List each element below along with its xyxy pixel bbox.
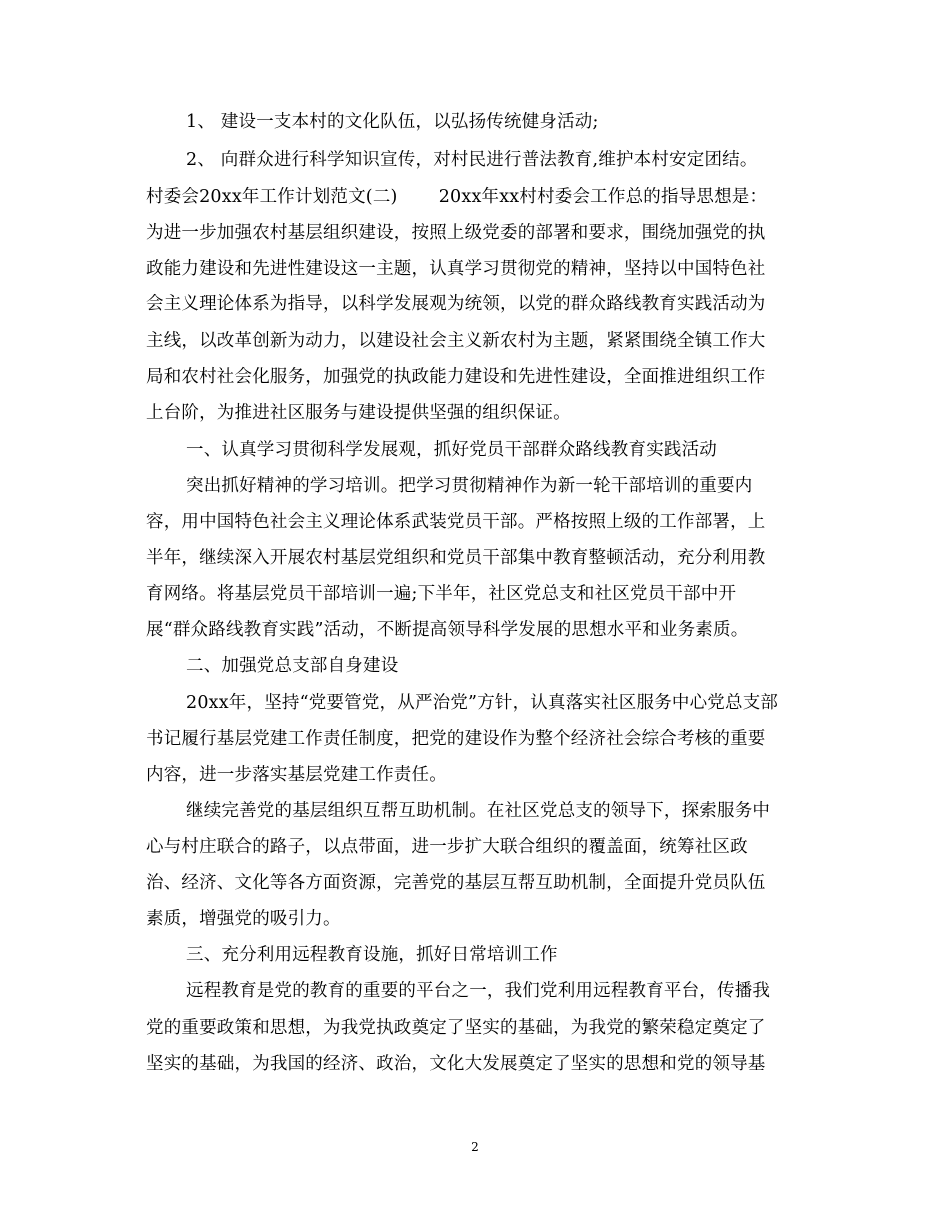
text-line: 主线，以改革创新为动力，以建设社会主义新农村为主题，紧紧围绕全镇工作大 (146, 331, 766, 351)
text-line: 三、充分利用远程教育设施，抓好日常培训工作 (186, 945, 558, 965)
text-line: 政能力建设和先进性建设这一主题，认真学习贯彻党的精神，坚持以中国特色社 (146, 259, 766, 279)
text-line: 村委会20xx年工作计划范文(二) 20xx年xx村村委会工作总的指导思想是： (146, 187, 768, 207)
text-line: 2、 向群众进行科学知识宣传，对村民进行普法教育,维护本村安定团结。 (186, 150, 758, 170)
text-line: 内容，进一步落实基层党建工作责任。 (146, 765, 447, 785)
text-line: 心与村庄联合的路子，以点带面，进一步扩大联合组织的覆盖面，统筹社区政 (146, 837, 748, 857)
text-line: 继续完善党的基层组织互帮互助机制。在社区党总支的领导下，探索服务中 (186, 801, 771, 821)
text-line: 一、认真学习贯彻科学发展观，抓好党员干部群众路线教育实践活动 (186, 440, 717, 460)
text-line: 育网络。将基层党员干部培训一遍;下半年，社区党总支和社区党员干部中开 (146, 584, 737, 604)
text-line: 素质，增强党的吸引力。 (146, 909, 341, 929)
text-line: 治、经济、文化等各方面资源，完善党的基层互帮互助机制，全面提升党员队伍 (146, 873, 766, 893)
text-line: 坚实的基础，为我国的经济、政治，文化大发展奠定了坚实的思想和党的领导基 (146, 1054, 766, 1074)
text-line: 半年，继续深入开展农村基层党组织和党员干部集中教育整顿活动，充分利用教 (146, 548, 766, 568)
text-line: 突出抓好精神的学习培训。把学习贯彻精神作为新一轮干部培训的重要内 (186, 476, 753, 496)
text-line: 20xx年，坚持“党要管党，从严治党”方针，认真落实社区服务中心党总支部 (186, 693, 779, 713)
text-line: 为进一步加强农村基层组织建设，按照上级党委的部署和要求，围绕加强党的执 (146, 223, 766, 243)
text-line: 展“群众路线教育实践”活动，不断提高领导科学发展的思想水平和业务素质。 (146, 620, 749, 640)
text-line: 上台阶，为推进社区服务与建设提供坚强的组织保证。 (146, 403, 571, 423)
text-line: 二、加强党总支部自身建设 (186, 656, 399, 676)
text-line: 1、 建设一支本村的文化队伍，以弘扬传统健身活动; (186, 112, 599, 132)
text-line: 远程教育是党的教育的重要的平台之一，我们党利用远程教育平台，传播我 (186, 981, 771, 1001)
text-line: 局和农村社会化服务，加强党的执政能力建设和先进性建设，全面推进组织工作 (146, 367, 766, 387)
text-line: 容，用中国特色社会主义理论体系武装党员干部。严格按照上级的工作部署，上 (146, 512, 766, 532)
text-line: 党的重要政策和思想，为我党执政奠定了坚实的基础，为我党的繁荣稳定奠定了 (146, 1018, 766, 1038)
text-line: 会主义理论体系为指导，以科学发展观为统领，以党的群众路线教育实践活动为 (146, 294, 766, 314)
text-line: 书记履行基层党建工作责任制度，把党的建设作为整个经济社会综合考核的重要 (146, 729, 766, 749)
page-number: 2 (471, 1140, 479, 1154)
